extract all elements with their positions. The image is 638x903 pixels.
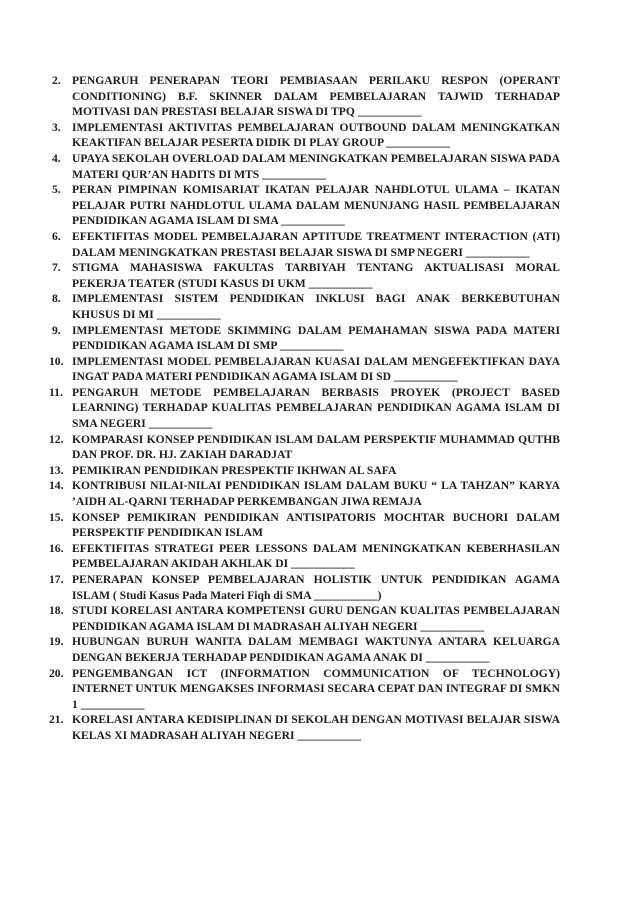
item-title: HUBUNGAN BURUH WANITA DALAM MEMBAGI WAKTUNYA ANTARA KELUARGA DENGAN BEKERJA TERHADAP PENDIDIKAN AGAMA ANAK DI ___________ xyxy=(72,635,560,664)
list-item xyxy=(52,260,560,291)
item-number: 3. xyxy=(52,120,61,134)
document-page xyxy=(49,73,560,744)
item-title: IMPLEMENTASI AKTIVITAS PEMBELAJARAN OUTBOUND DALAM MENINGKATKAN KEAKTIFAN BELAJAR PESERTA DIDIK DI PLAY GROUP ___________ xyxy=(72,120,560,150)
list-item xyxy=(49,541,560,572)
item-number: 6. xyxy=(52,229,61,243)
list-item xyxy=(49,385,560,432)
list-item xyxy=(52,151,560,182)
item-title: IMPLEMENTASI SISTEM PENDIDIKAN INKLUSI BAGI ANAK BERKEBUTUHAN KHUSUS DI MI ___________ xyxy=(72,292,560,321)
item-number: 7. xyxy=(52,261,61,275)
item-title: UPAYA SEKOLAH OVERLOAD DALAM MENINGKATKAN PEMBELAJARAN SISWA PADA MATERI QUR’AN HADITS DI MTS ___________ xyxy=(72,151,560,181)
list-item xyxy=(49,463,560,479)
item-title: KORELASI ANTARA KEDISIPLINAN DI SEKOLAH DENGAN MOTIVASI BELAJAR SISWA KELAS XI MADRASAH ALIYAH NEGERI ___________ xyxy=(72,713,560,742)
item-number: 21. xyxy=(49,713,64,727)
item-number: 2. xyxy=(52,74,61,87)
item-number: 9. xyxy=(52,323,61,337)
item-number: 16. xyxy=(49,541,64,555)
item-title: PENGARUH METODE PEMBELAJARAN BERBASIS PROYEK (PROJECT BASED LEARNING) TERHADAP KUALITAS PEMBELAJARAN PENDIDIKAN AGAMA ISLAM DI SMA NEGERI ___________ xyxy=(72,385,560,431)
item-number: 8. xyxy=(52,292,61,306)
list-item xyxy=(49,712,560,743)
item-title: KONSEP PEMIKIRAN PENDIDIKAN ANTISIPATORIS MOCHTAR BUCHORI DALAM PERSPEKTIF PENDIDIKAN ISLAM xyxy=(72,510,560,540)
item-title: PERAN PIMPINAN KOMISARIAT IKATAN PELAJAR NAHDLOTUL ULAMA – IKATAN PELAJAR PUTRI NAHDLOTUL ULAMA DALAM MENUNJANG HASIL PEMBELAJARAN PENDIDIKAN AGAMA ISLAM DI SMA ___________ xyxy=(72,183,560,228)
item-number: 11. xyxy=(49,385,63,399)
list-item xyxy=(49,572,560,603)
list-item xyxy=(49,354,560,385)
list-item xyxy=(49,478,560,509)
item-title: STIGMA MAHASISWA FAKULTAS TARBIYAH TENTANG AKTUALISASI MORAL PEKERJA TEATER (STUDI KASUS DI UKM ___________ xyxy=(72,261,560,290)
list-item xyxy=(52,120,560,151)
item-number: 12. xyxy=(49,432,64,446)
item-number: 20. xyxy=(49,666,64,680)
list-item xyxy=(49,634,560,665)
item-title: PENGEMBANGAN ICT (INFORMATION COMMUNICATION OF TECHNOLOGY) INTERNET UNTUK MENGAKSES INFORMASI SECARA CEPAT DAN INTEGRAF DI SMKN 1 ___________ xyxy=(72,666,560,711)
list-item xyxy=(52,323,560,354)
item-title: KOMPARASI KONSEP PENDIDIKAN ISLAM DALAM PERSPEKTIF MUHAMMAD QUTHB DAN PROF. DR. HJ. ZAKIAH DARADJAT xyxy=(72,432,560,462)
item-number: 5. xyxy=(52,183,61,197)
item-title: EFEKTIFITAS STRATEGI PEER LESSONS DALAM MENINGKATKAN KEBERHASILAN PEMBELAJARAN AKIDAH AKHLAK DI ___________ xyxy=(72,541,560,571)
item-title: PENGARUH PENERAPAN TEORI PEMBIASAAN PERILAKU RESPON (OPERANT CONDITIONING) B.F. SKINNER DALAM PEMBELAJARAN TAJWID TERHADAP MOTIVASI DAN PRESTASI BELAJAR SISWA DI TPQ ___________ xyxy=(72,74,560,119)
item-title: PEMIKIRAN PENDIDIKAN PRESPEKTIF IKHWAN AL SAFA xyxy=(72,463,397,477)
list-item xyxy=(49,510,560,541)
item-number: 18. xyxy=(49,604,64,618)
list-item xyxy=(49,432,560,463)
item-title: STUDI KORELASI ANTARA KOMPETENSI GURU DENGAN KUALITAS PEMBELAJARAN PENDIDIKAN AGAMA ISLAM DI MADRASAH ALIYAH NEGERI ___________ xyxy=(72,604,560,633)
item-title: EFEKTIFITAS MODEL PEMBELAJARAN APTITUDE TREATMENT INTERACTION (ATI) DALAM MENINGKATKAN PRESTASI BELAJAR SISWA DI SMP NEGERI ___________ xyxy=(72,229,560,259)
item-title: IMPLEMENTASI MODEL PEMBELAJARAN KUASAI DALAM MENGEFEKTIFKAN DAYA INGAT PADA MATERI PENDIDIKAN AGAMA ISLAM DI SD ___________ xyxy=(72,354,560,384)
list-item xyxy=(49,603,560,634)
list-item xyxy=(52,291,560,322)
item-number: 14. xyxy=(49,479,64,493)
item-title: KONTRIBUSI NILAI-NILAI PENDIDIKAN ISLAM DALAM BUKU “ LA TAHZAN” KARYA ’AIDH AL-QARNI TERHADAP PERKEMBANGAN JIWA REMAJA xyxy=(72,479,560,509)
item-number: 19. xyxy=(49,635,64,649)
item-title: PENERAPAN KONSEP PEMBELAJARAN HOLISTIK UNTUK PENDIDIKAN AGAMA ISLAM ( Studi Kasus Pada Materi Fiqh di SMA ___________) xyxy=(72,573,560,602)
item-number: 13. xyxy=(49,463,64,477)
list-item xyxy=(49,666,560,713)
item-number: 17. xyxy=(49,573,64,586)
item-number: 10. xyxy=(49,354,64,368)
list-item xyxy=(52,229,560,260)
item-title: IMPLEMENTASI METODE SKIMMING DALAM PEMAHAMAN SISWA PADA MATERI PENDIDIKAN AGAMA ISLAM DI SMP ___________ xyxy=(72,323,560,353)
list-item xyxy=(52,73,560,120)
list-item xyxy=(52,182,560,229)
item-number: 15. xyxy=(49,510,64,524)
item-number: 4. xyxy=(52,151,61,165)
